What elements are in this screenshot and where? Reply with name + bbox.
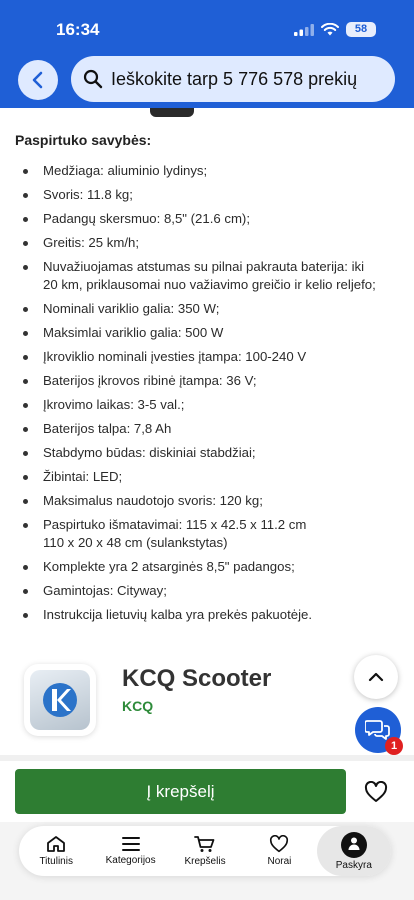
nav-item-wishlist[interactable] xyxy=(242,826,316,876)
spec-text: Maksimalus naudotojo svoris: 120 kg; xyxy=(43,493,263,508)
spec-text: Įkroviklio nominali įvesties įtampa: 100-240 V xyxy=(43,349,307,364)
spec-item xyxy=(15,162,399,180)
spec-text: Žibintai: LED; xyxy=(43,469,123,484)
spec-item xyxy=(15,348,399,366)
spec-item xyxy=(15,516,399,552)
signal-icon xyxy=(294,24,314,36)
spec-item xyxy=(15,258,399,294)
brand-logo[interactable] xyxy=(24,664,96,736)
spec-item xyxy=(15,372,399,390)
spec-text: Įkrovimo laikas: 3-5 val.; xyxy=(43,397,185,412)
wifi-icon xyxy=(321,23,339,36)
nav-item-categories[interactable] xyxy=(93,826,167,876)
back-button[interactable] xyxy=(18,60,58,100)
spec-text: Svoris: 11.8 kg; xyxy=(43,187,133,202)
spec-text: Maksimlai variklio galia: 500 W xyxy=(43,325,224,340)
nav-item-home[interactable] xyxy=(19,826,93,876)
heart-icon xyxy=(269,835,289,853)
scroll-top-button[interactable] xyxy=(354,655,398,699)
product-image-edge xyxy=(150,108,194,117)
spec-text: Baterijos talpa: 7,8 Ah xyxy=(43,421,172,436)
heart-icon xyxy=(364,781,388,803)
nav-item-account[interactable] xyxy=(317,826,391,876)
spec-text: Padangų skersmuo: 8,5" (21.6 cm); xyxy=(43,211,250,226)
spec-item xyxy=(15,444,399,462)
spec-item xyxy=(15,186,399,204)
status-bar xyxy=(0,0,414,52)
kcq-logo-icon xyxy=(30,670,90,730)
nav-label-wishlist: Norai xyxy=(267,856,292,867)
spec-text-continued: 20 km, priklausomai nuo važiavimo greičio ir kelio reljefo; xyxy=(43,277,376,292)
search-input[interactable] xyxy=(71,56,395,102)
spec-item xyxy=(15,210,399,228)
spec-item xyxy=(15,234,399,252)
battery-indicator: 58 xyxy=(346,22,376,37)
brand-title[interactable]: KCQ Scooter xyxy=(122,665,272,692)
menu-icon xyxy=(121,836,141,852)
spec-text: Paspirtuko išmatavimai: 115 x 42.5 x 11.2 cm xyxy=(43,517,307,532)
divider xyxy=(0,755,414,761)
spec-list xyxy=(15,162,399,624)
chevron-up-icon xyxy=(368,671,384,683)
spec-text: Instrukcija lietuvių kalba yra prekės pakuotėje. xyxy=(43,607,313,622)
spec-text: Nuvažiuojamas atstumas su pilnai pakrauta baterija: iki xyxy=(43,259,365,274)
spec-item xyxy=(15,420,399,438)
search-placeholder: Ieškokite tarp 5 776 578 prekių xyxy=(111,68,358,89)
spec-text: Stabdymo būdas: diskiniai stabdžiai; xyxy=(43,445,256,460)
spec-text-continued: 110 x 20 x 48 cm (sulankstytas) xyxy=(43,535,228,550)
nav-label-categories: Kategorijos xyxy=(105,855,156,866)
spec-item xyxy=(15,558,399,576)
spec-item xyxy=(15,300,399,318)
header xyxy=(0,52,414,108)
spec-item xyxy=(15,324,399,342)
spec-text: Gamintojas: Cityway; xyxy=(43,583,167,598)
spec-item xyxy=(15,582,399,600)
spec-text: Baterijos įkrovos ribinė įtampa: 36 V; xyxy=(43,373,257,388)
user-icon xyxy=(341,832,367,858)
bottom-nav xyxy=(19,826,391,876)
spec-text: Greitis: 25 km/h; xyxy=(43,235,140,250)
specs-title: Paspirtuko savybės: xyxy=(15,132,152,148)
spec-item xyxy=(15,468,399,486)
status-icons xyxy=(294,22,376,37)
nav-item-cart[interactable] xyxy=(168,826,242,876)
spec-item xyxy=(15,606,399,624)
spec-text: Komplekte yra 2 atsarginės 8,5" padangos; xyxy=(43,559,295,574)
brand-name[interactable]: KCQ xyxy=(122,698,154,714)
nav-label-cart: Krepšelis xyxy=(184,856,226,867)
spec-text: Medžiaga: aliuminio lydinys; xyxy=(43,163,208,178)
nav-label-account: Paskyra xyxy=(335,859,372,871)
search-icon xyxy=(83,69,103,89)
product-specs xyxy=(15,132,399,630)
cart-icon xyxy=(194,835,216,853)
spec-item xyxy=(15,492,399,510)
status-time: 16:34 xyxy=(56,20,100,39)
home-icon xyxy=(46,835,66,853)
chevron-left-icon xyxy=(30,71,46,89)
nav-label-home: Titulinis xyxy=(39,856,73,867)
spec-text: Nominali variklio galia: 350 W; xyxy=(43,301,220,316)
wishlist-button[interactable] xyxy=(358,774,394,810)
add-to-cart-button[interactable]: Į krepšelį xyxy=(15,769,346,814)
chat-badge: 1 xyxy=(385,737,403,755)
spec-item xyxy=(15,396,399,414)
